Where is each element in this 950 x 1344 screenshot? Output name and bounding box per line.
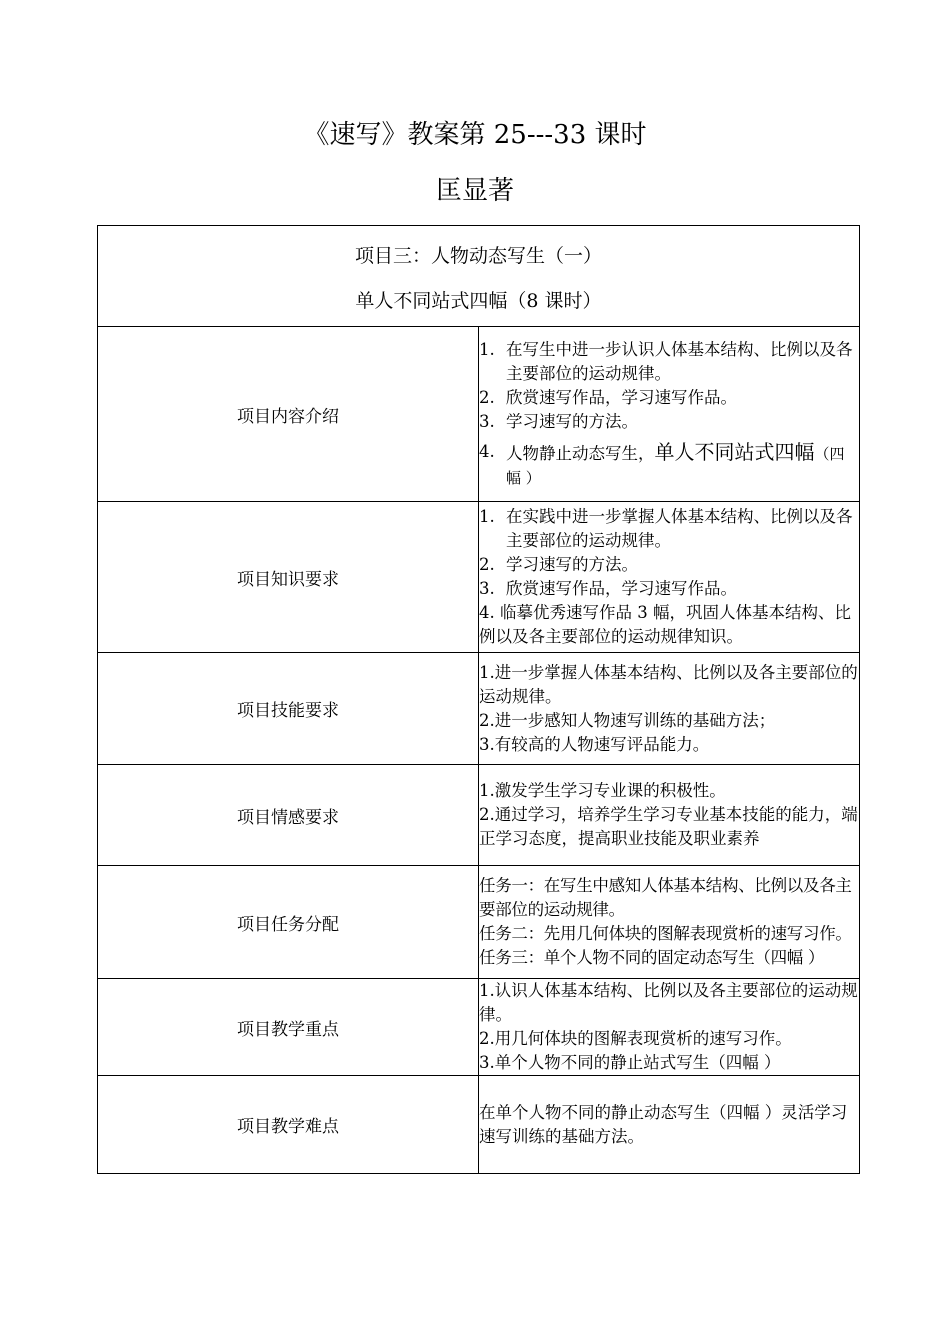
table-row: [98, 765, 860, 866]
row-content: [479, 1076, 860, 1174]
table-row: [98, 866, 860, 979]
row-content: [479, 979, 860, 1076]
list-item: 4. 临摹优秀速写作品 3 幅，巩固人体基本结构、比例以及各主要部位的运动规律知识。: [479, 603, 851, 646]
document-author: 匡显著: [435, 176, 514, 206]
row-label: 项目教学难点: [98, 1076, 479, 1174]
row-content: [479, 327, 860, 502]
row-content: [479, 866, 860, 979]
list-item: 1. 在实践中进一步掌握人体基本结构、比例以及各主要部位的运动规律。: [479, 507, 853, 550]
list-item: 2.进一步感知人物速写训练的基础方法；: [479, 710, 776, 730]
document-title: 《速写》教案第 25---33 课时: [303, 120, 647, 150]
list-item: 在单个人物不同的静止动态写生（四幅 ）灵活学习速写训练的基础方法。: [479, 1102, 848, 1146]
list-item: 1. 在写生中进一步认识人体基本结构、比例以及各主要部位的运动规律。: [479, 340, 853, 383]
row-content: [479, 653, 860, 765]
list-item: 3.单个人物不同的静止站式写生（四幅 ）: [479, 1053, 781, 1072]
list-item: 2. 学习速写的方法。: [479, 555, 638, 574]
project-subtitle: 单人不同站式四幅（8 课时）: [355, 290, 602, 312]
row-label: 项目知识要求: [98, 502, 479, 653]
table-header-row: [98, 226, 860, 327]
table-row: [98, 653, 860, 765]
list-item: 任务一：在写生中感知人体基本结构、比例以及各主要部位的运动规律。: [479, 876, 852, 919]
list-item: 任务三：单个人物不同的固定动态写生（四幅 ）: [479, 948, 825, 967]
list-item: 1.激发学生学习专业课的积极性。: [479, 781, 726, 800]
table-row: [98, 327, 860, 502]
lesson-plan-table: [97, 225, 860, 1174]
project-title: 项目三：人物动态写生（一）: [354, 245, 602, 267]
row-label: 项目情感要求: [98, 765, 479, 866]
list-item: 3. 学习速写的方法。: [479, 412, 638, 431]
row-label: 项目内容介绍: [98, 327, 479, 502]
table-row: [98, 1076, 860, 1174]
list-item: 1.认识人体基本结构、比例以及各主要部位的运动规律。: [479, 981, 858, 1024]
row-label: 项目技能要求: [98, 653, 479, 765]
list-item: 2. 欣赏速写作品，学习速写作品。: [479, 388, 737, 407]
list-item: 1.进一步掌握人体基本结构、比例以及各主要部位的运动规律。: [479, 662, 858, 706]
list-item: 2.通过学习，培养学生学习专业基本技能的能力，端正学习态度，提高职业技能及职业素养: [479, 805, 858, 848]
list-item: 3.有较高的人物速写评品能力。: [479, 734, 710, 754]
row-content: [479, 502, 860, 653]
row-content: [479, 765, 860, 866]
list-item: 3. 欣赏速写作品，学习速写作品。: [479, 579, 737, 598]
row-label: 项目教学重点: [98, 979, 479, 1076]
table-row: [98, 979, 860, 1076]
list-item: 2.用几何体块的图解表现赏析的速写习作。: [479, 1029, 792, 1048]
list-item: 任务二：先用几何体块的图解表现赏析的速写习作。: [479, 924, 852, 943]
list-item: 4. 人物静止动态写生，单人不同站式四幅（四幅 ）: [479, 440, 845, 487]
table-row: [98, 502, 860, 653]
row-label: 项目任务分配: [98, 866, 479, 979]
project-header-cell: [98, 226, 860, 327]
